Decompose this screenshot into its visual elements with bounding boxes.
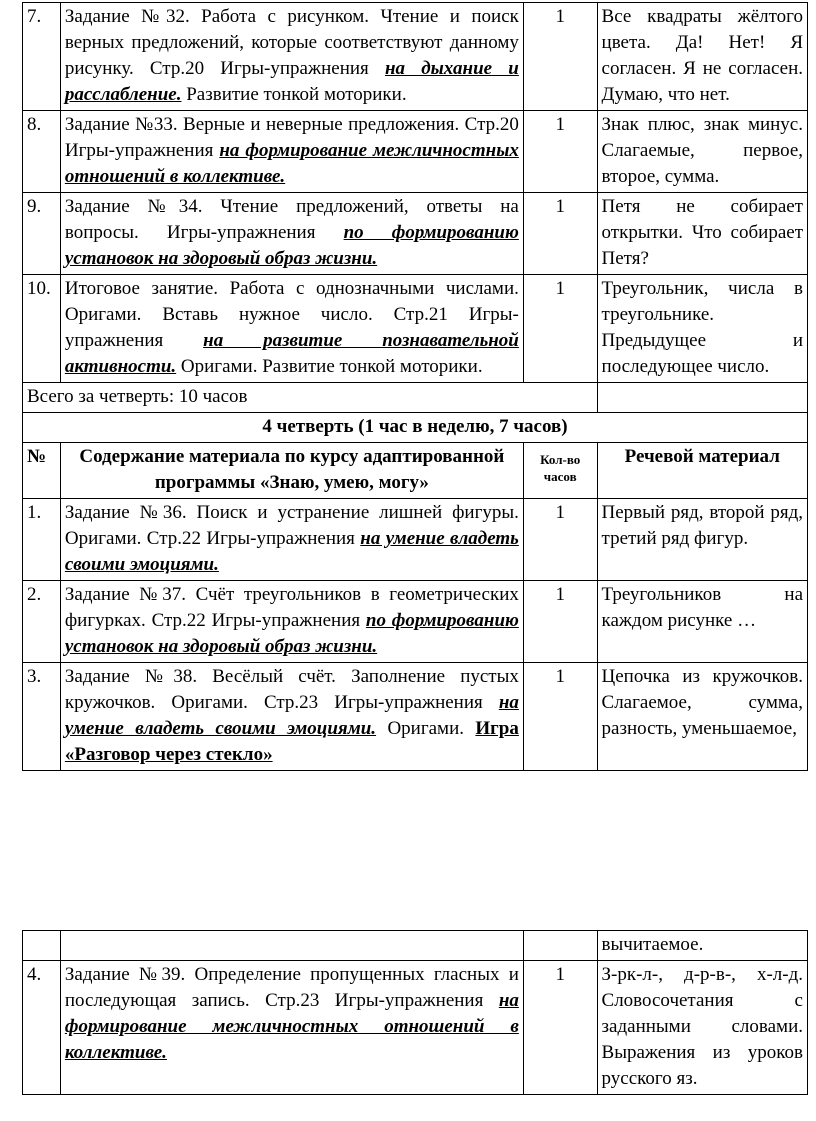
continuation-row <box>23 931 808 961</box>
row-hours: 1 <box>523 961 597 1095</box>
row-speech: З-рк-л-, д-р-в-, х-л-д. Словосочетания с заданными словами. Выражения из уроков русского яз. <box>597 961 807 1095</box>
total-row <box>23 383 808 413</box>
row-number: 4. <box>23 961 61 1095</box>
row-content: Задание №39. Определение пропущенных гласных и последующая запись. Стр.23 Игры-упражнения на формирование межличностных отношений в коллективе. <box>60 961 523 1095</box>
row-number: 7. <box>23 3 61 111</box>
header-number: № <box>23 443 61 499</box>
table-row <box>23 581 808 663</box>
row-number: 1. <box>23 499 61 581</box>
row-content: Задание №37. Счёт треугольников в геометрических фигурках. Стр.22 Игры-упражнения по формированию установок на здоровый образ жизни. <box>60 581 523 663</box>
table-row <box>23 3 808 111</box>
quarter-title: 4 четверть (1 час в неделю, 7 часов) <box>23 413 808 443</box>
row-content <box>60 931 523 961</box>
row-hours: 1 <box>523 193 597 275</box>
header-speech: Речевой материал <box>597 443 807 499</box>
row-number: 10. <box>23 275 61 383</box>
row-number: 3. <box>23 663 61 771</box>
row-speech: Петя не собирает открытки. Что собирает Петя? <box>597 193 807 275</box>
row-content: Задание №38. Весёлый счёт. Заполнение пустых кружочков. Оригами. Стр.23 Игры-упражнения на умение владеть своими эмоциями. Оригами. Игра «Разговор через стекло» <box>60 663 523 771</box>
header-hours: Кол-во часов <box>523 443 597 499</box>
total-hours: Всего за четверть: 10 часов <box>23 383 598 413</box>
table-row <box>23 961 808 1095</box>
row-speech: вычитаемое. <box>597 931 807 961</box>
row-number: 2. <box>23 581 61 663</box>
table-row <box>23 111 808 193</box>
row-hours: 1 <box>523 581 597 663</box>
row-speech: Треугольников на каждом рисунке … <box>597 581 807 663</box>
row-content: Задание №32. Работа с рисунком. Чтение и поиск верных предложений, которые соответствуют данному рисунку. Стр.20 Игры-упражнения на дыхание и расслабление. Развитие тонкой моторики. <box>60 3 523 111</box>
row-content: Задание №33. Верные и неверные предложения. Стр.20 Игры-упражнения на формирование межличностных отношений в коллективе. <box>60 111 523 193</box>
table-row <box>23 193 808 275</box>
row-hours: 1 <box>523 275 597 383</box>
row-hours: 1 <box>523 663 597 771</box>
row-hours <box>523 931 597 961</box>
row-speech: Первый ряд, второй ряд, третий ряд фигур. <box>597 499 807 581</box>
row-hours: 1 <box>523 111 597 193</box>
header-content: Содержание материала по курсу адаптированной программы «Знаю, умею, могу» <box>60 443 523 499</box>
curriculum-table-page2 <box>22 930 808 1095</box>
quarter-heading-row <box>23 413 808 443</box>
curriculum-table-page1 <box>22 2 808 771</box>
row-speech: Все квадраты жёлтого цвета. Да! Нет! Я согласен. Я не согласен. Думаю, что нет. <box>597 3 807 111</box>
total-empty-cell <box>597 383 807 413</box>
row-number: 8. <box>23 111 61 193</box>
row-speech: Цепочка из кружочков. Слагаемое, сумма, разность, уменьшаемое, <box>597 663 807 771</box>
table-row <box>23 275 808 383</box>
row-content: Задание №36. Поиск и устранение лишней фигуры. Оригами. Стр.22 Игры-упражнения на умение владеть своими эмоциями. <box>60 499 523 581</box>
row-hours: 1 <box>523 3 597 111</box>
table-row <box>23 663 808 771</box>
row-hours: 1 <box>523 499 597 581</box>
row-content: Задание №34. Чтение предложений, ответы на вопросы. Игры-упражнения по формированию установок на здоровый образ жизни. <box>60 193 523 275</box>
column-headers-row <box>23 443 808 499</box>
row-number <box>23 931 61 961</box>
row-speech: Знак плюс, знак минус. Слагаемые, первое, второе, сумма. <box>597 111 807 193</box>
row-content: Итоговое занятие. Работа с однозначными числами. Оригами. Вставь нужное число. Стр.21 Игры-упражнения на развитие познавательной активности. Оригами. Развитие тонкой моторики. <box>60 275 523 383</box>
row-number: 9. <box>23 193 61 275</box>
table-row <box>23 499 808 581</box>
row-speech: Треугольник, числа в треугольнике. Предыдущее и последующее число. <box>597 275 807 383</box>
